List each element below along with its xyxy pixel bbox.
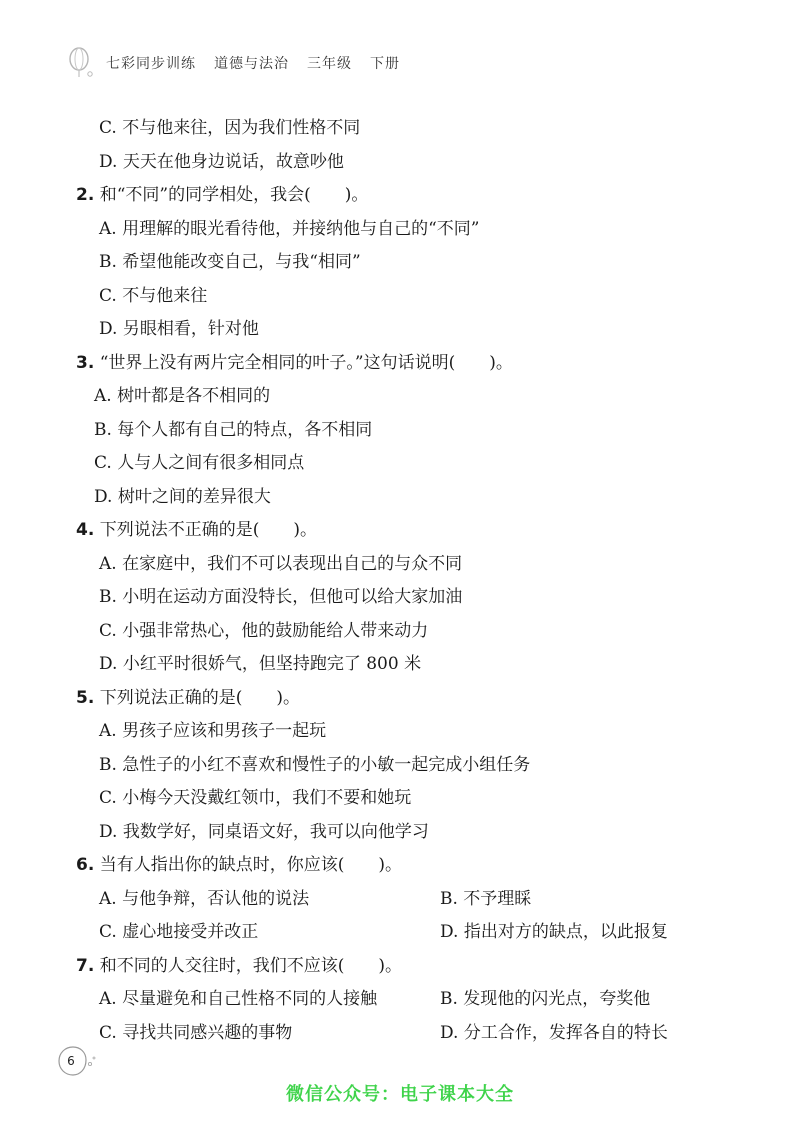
option: A. 用理解的眼光看待他，并接纳他与自己的“不同” [99,218,480,239]
option: C. 小梅今天没戴红领巾，我们不要和她玩 [99,788,412,808]
question-number: 3. [76,352,95,373]
question-5 [76,682,766,716]
question-list [76,112,766,1050]
page-number [56,1044,90,1078]
question-text: 下列说法正确的是( )。 [99,687,300,708]
option: A. 与他争辩，否认他的说法 [99,888,310,909]
question-number: 6. [76,855,95,875]
option: A. 尽量避免和自己性格不同的人接触 [99,989,378,1009]
question-number: 2. [76,185,95,205]
option: B. 急性子的小红不喜欢和慢性子的小敏一起完成小组任务 [99,754,531,775]
header-series: 七彩同步训练 [106,56,196,72]
option: A. 树叶都是各不相同的 [94,386,271,406]
option: D. 指出对方的缺点，以此报复 [440,922,668,942]
question-text: 当有人指出你的缺点时，你应该( )。 [99,855,402,875]
question-text: 和“不同”的同学相处，我会( )。 [99,185,369,205]
question-number: 4. [76,520,95,540]
question-3 [76,347,766,381]
page-number-text: 6 [67,1054,75,1068]
option: C. 寻找共同感兴趣的事物 [99,1022,293,1043]
question-6 [76,849,766,883]
header-grade: 三年级 [307,56,352,72]
question-4 [76,514,766,548]
option: B. 不予理睬 [440,888,532,909]
option: B. 希望他能改变自己，与我“相同” [99,252,361,272]
option: A. 在家庭中，我们不可以表现出自己的与众不同 [99,553,463,574]
question-2 [76,179,766,213]
question-number: 5. [76,687,95,708]
option-row [76,1017,766,1051]
question-number: 7. [76,955,95,976]
balloon-logo-icon [68,47,94,79]
question-7 [76,950,766,984]
option: B. 小明在运动方面没特长，但他可以给大家加油 [99,587,463,607]
option-row [76,883,766,917]
option: A. 男孩子应该和男孩子一起玩 [99,721,327,741]
continued-option-c: C. 不与他来往，因为我们性格不同 [99,118,361,138]
question-text: “世界上没有两片完全相同的叶子。”这句话说明( )。 [99,352,513,373]
option-row [76,916,766,950]
option: C. 不与他来往 [99,285,208,306]
option: D. 另眼相看，针对他 [99,319,259,339]
header-subject: 道德与法治 [214,56,289,72]
option: C. 小强非常热心，他的鼓励能给人带来动力 [99,620,429,641]
option: D. 树叶之间的差异很大 [94,486,271,507]
question-text: 和不同的人交往时，我们不应该( )。 [99,955,402,976]
option: B. 发现他的闪光点，夸奖他 [440,989,651,1009]
continued-option-d: D. 天天在他身边说话，故意吵他 [99,151,344,172]
header-volume: 下册 [370,56,400,72]
option: C. 虚心地接受并改正 [99,922,259,942]
option: B. 每个人都有自己的特点，各不相同 [94,419,373,440]
option: D. 小红平时很娇气，但坚持跑完了 800 米 [99,654,422,674]
option: D. 分工合作，发挥各自的特长 [440,1022,668,1043]
cloud-badge-icon [56,1044,96,1078]
watermark: 微信公众号：电子课本大全 [286,1084,514,1105]
page-header [68,46,418,80]
option-row [76,983,766,1017]
option: D. 我数学好，同桌语文好，我可以向他学习 [99,821,429,842]
question-text: 下列说法不正确的是( )。 [99,520,317,540]
option: C. 人与人之间有很多相同点 [94,453,305,473]
